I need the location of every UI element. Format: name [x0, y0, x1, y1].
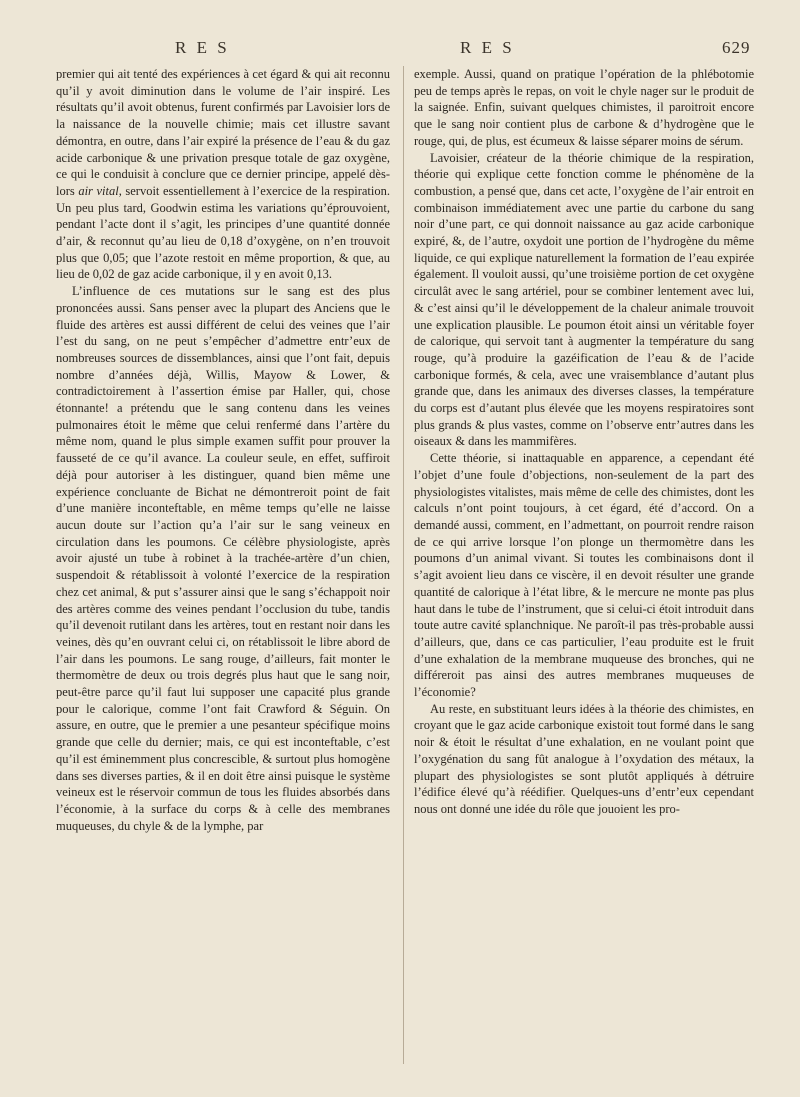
- left-column: [56, 66, 390, 834]
- page-number: 629: [722, 38, 751, 57]
- paragraph-5: Cette théorie, si inattaquable en apparence, a cependant été l’objet d’une foule d’objections, non-seulement de la part des physiologistes vitalistes, mais même de celle des chimistes, dont les calculs n’ont point toujours, à cet égard, été d’accord. On a demandé aussi, comment, en l’admettant, on pourroit rendre raison de ce qui arrive lorsque l’on plonge un thermomètre dans les poumons d’un animal vivant. Si toutes les combinaisons dont il s’agit avoient lieu dans ce viscère, il en devoit résulter une grande quantité de calorique à l’état libre, & le mercure ne monte pas plus haut dans le tube de l’instrument, que si celui-ci étoit introduit dans toute autre cavité splanchnique. Ne paroît-il pas très-probable aussi d’ailleurs, que, dans ce cas particulier, l’eau produite est le fruit d’une exhalation de la membrane muqueuse des bronches, qui ne différeroit pas ainsi des autres membranes muqueuses de l’économie?: [414, 451, 754, 700]
- paragraph-4: Lavoisier, créateur de la théorie chimique de la respiration, théorie qui explique cette fonction comme le phénomène de la combustion, a pensé que, dans cet acte, l’oxygène de l’air entroit en combinaison immédiatement avec une partie du carbone du sang noir d’une part, ce qui donnoit naissance au gaz acide carbonique expiré, &, de l’autre, oxydoit une portion de l’hydrogène du même liquide, ce qui explique naturellement la formation de l’eau expirée également. Il vouloit aussi, qu’une troisième portion de cet oxygène circulât avec le sang artériel, pour se combiner lentement avec lui, & c’est ainsi qu’il le développement de la chaleur animale trouvoit une explication plausible. Le poumon étoit ainsi un véritable foyer de calorique, qui servoit tant à augmenter la température du sang rouge, qu’à produire la gazéification de l’eau & de l’acide carbonique formés, & cela, avec une vraisemblance d’autant plus grande que, dans les animaux des diverses classes, la température du corps est d’autant plus élevée que les moyens respiratoires sont plus grands & plus vastes, comme on l’observe entr’autres dans les oiseaux & dans les mammifères.: [414, 150, 754, 449]
- paragraph-3: exemple. Aussi, quand on pratique l’opération de la phlébotomie peu de temps après le repas, on voit le chyle nager sur le produit de la saignée. Enfin, suivant quelques chimistes, il paroitroit encore que le sang noir contient plus de carbone & d’hydrogène que le rouge, qui, de plus, est écumeux & laisse séparer moins de sérum.: [414, 67, 754, 148]
- paragraph-6: Au reste, en substituant leurs idées à la théorie des chimistes, en croyant que le gaz acide carbonique existoit tout formé dans le sang noir & étoit le résultat d’une exhalation, en ne voulant point que l’oxygénation du sang fût analogue à l’oxydation des métaux, la plupart des physiologistes se sont plutôt appliqués à détruire l’édifice élevé qu’à réédifier. Quelques-uns d’entr’eux cependant nous ont donné une idée du rôle que jouoient les pro-: [414, 701, 754, 816]
- paragraph-1: [56, 66, 390, 283]
- paragraph-2: [56, 283, 390, 834]
- paragraph-1-text-a: premier qui ait tenté des expériences à cet égard & qui ait reconnu qu’il y avoit diminution dans le volume de l’air inspiré. Les résultats qu’il avoit obtenus, furent confirmés par Lavoisier lors de la naissance de la nouvelle chimie; mais cet illustre savant démontra, en outre, dans l’air expiré la présence de l’eau & du gaz acide carbonique & une privation presque totale de gaz oxygène, ce qui le conduisit à conclure que ce dernier principe, appelé dès-lors: [56, 67, 390, 198]
- paragraph-1-term: air vital: [78, 183, 119, 198]
- running-head: [0, 38, 800, 62]
- column-divider: [403, 66, 404, 1064]
- right-column: [414, 66, 754, 818]
- paragraph-1-text-b: , servoit essentiellement à l’exercice de la respiration. Un peu plus tard, Goodwin estima les variations qu’éprouvoient, pendant l’acte dont il s’agit, les principes d’une quantité donnée d’air, & reconnut qu’au lieu de 0,18 d’oxygène, on n’en trouvoit plus que 0,05; que l’azote restoit en même proportion, & que, au lieu de 0,02 de gaz acide carbonique, il y en avoit 0,13.: [56, 183, 390, 282]
- running-head-left: R E S: [175, 38, 230, 57]
- running-head-right: R E S: [460, 38, 515, 57]
- paragraph-2-text: L’influence de ces mutations sur le sang est des plus prononcées aussi. Sans penser avec la plupart des Anciens que le fluide des artères est aussi différent de celui des veines que l’air l’est du sang, on ne peut s’empêcher d’admettre entr’eux de nombreuses sources de dissemblances, ainsi que l’ont fait, depuis nombre d’années déjà, Willis, Mayow & Lower, & contradictoirement à l’assertion émise par Haller, qui, chose étonnante! a prétendu que le sang contenu dans les veines pulmonaires étoit le même que celui renfermé dans l’artère du même nom, quand le plus simple examen suffit pour prouver la fausseté de ce qu’il avance. La couleur seule, en effet, suffiroit déjà pour autoriser à les distinguer, quand bien même une expérience concluante de Bichat ne démontreroit point de fait d’une manière inconteftable, en même temps qu’elle ne laisse aucun doute sur l’action qu’a l’air sur le sang veineux en circulation dans les poumons. Ce célèbre physiologiste, après avoir ajusté un tube à robinet à la trachée-artère d’un chien, suspendoit & rétablissoit à volonté l’exercice de la respiration chez cet animal, & put s’assurer ainsi que le sang s’échappoit noir des artères comme des veines pendant l’occlusion du tube, tandis qu’il devenoit rutilant dans les artères, tout en restant noir dans les veines, dès qu’en ouvrant celui ci, on rétablissoit le libre abord de l’air dans les poumons. Le sang rouge, d’ailleurs, fait monter le thermomètre de deux ou trois degrés plus haut que le sang noir, peut-être parce qu’il faut lui supposer une capacité plus grande pour le calorique, comme l’ont fait Crawford & Séguin. On assure, en outre, que le premier a une pesanteur spécifique moins grande que celle du dernier; mais, ce qui est inconteftable, c’est qu’il est éminemment plus concrescible, & surtout plus homogène dans ses diverses parties, & il en doit être ainsi puisque le système veineux est le réservoir commun de tous les fluides absorbés dans l’économie, à la surface du corps & à celle des membranes muqueuses, du chyle & de la lymphe, par: [56, 284, 390, 833]
